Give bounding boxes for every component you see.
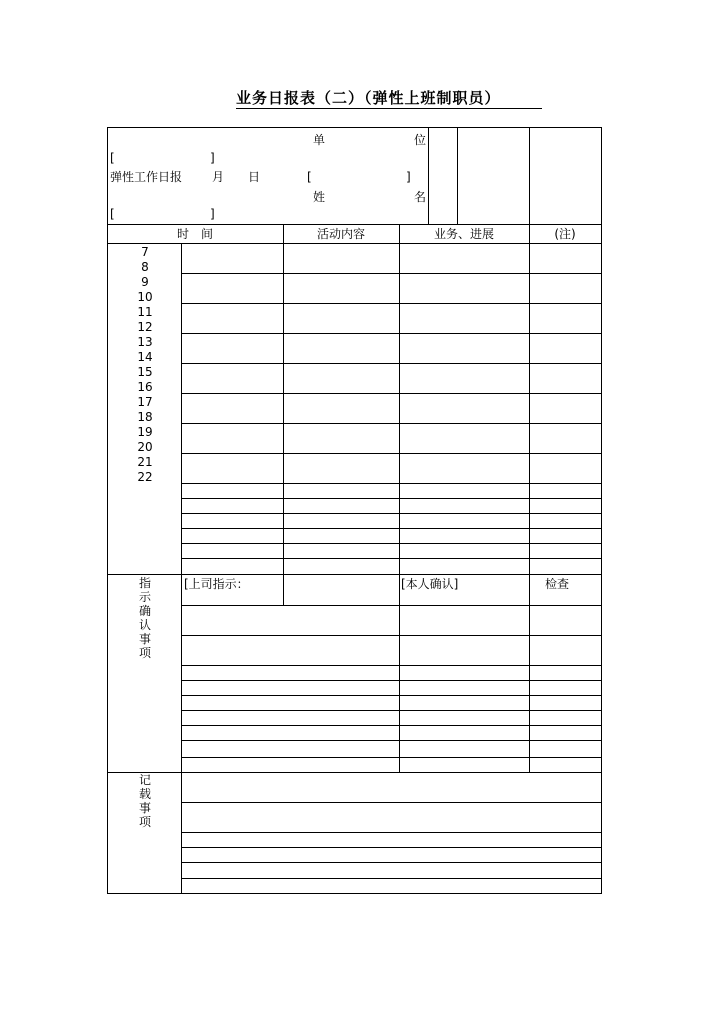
record-side-char: 事: [138, 801, 151, 815]
hour-label: 13: [137, 335, 153, 349]
record-row-line: [181, 832, 602, 833]
hour-label: 17: [137, 395, 153, 409]
time-row-line: [181, 528, 602, 529]
time-row-line: [181, 558, 602, 559]
instruction-side-label: [135, 576, 155, 660]
instruction-side-char: 事: [138, 632, 151, 646]
table-border-bottom: [107, 893, 602, 894]
time-row-line: [181, 303, 602, 304]
check-label: 检查: [545, 577, 570, 591]
record-side-char: 记: [138, 773, 151, 787]
hour-list: [130, 245, 160, 485]
instruction-side-char: 认: [138, 618, 151, 632]
time-row-line: [181, 393, 602, 394]
time-row-line: [181, 363, 602, 364]
record-row-line: [181, 847, 602, 848]
instruction-side-char: 指: [138, 576, 151, 590]
record-side-char: 项: [138, 815, 151, 829]
month-label: 月: [212, 170, 225, 184]
hour-label: 10: [137, 290, 153, 304]
column-header-activity: 活动内容: [316, 227, 365, 241]
hour-label: 15: [137, 365, 153, 379]
self-confirm-label: [本人确认]: [401, 577, 459, 591]
time-row-line: [181, 483, 602, 484]
unit-bracket-open: [: [110, 151, 115, 165]
instruction-row-line: [181, 680, 602, 681]
instruction-row-line: [181, 665, 602, 666]
record-row-line: [181, 802, 602, 803]
hour-label: 19: [137, 425, 153, 439]
unit-label-char1: 单: [313, 133, 326, 147]
date-bracket-close: ]: [406, 170, 411, 184]
hour-label: 18: [137, 410, 153, 424]
instruction-row-line: [181, 740, 602, 741]
column-header-business: 业务、进展: [433, 227, 494, 241]
name-bracket-close: ]: [210, 207, 215, 221]
time-row-line: [181, 498, 602, 499]
record-section-top: [107, 772, 602, 773]
header-divider-3: [529, 127, 530, 224]
name-bracket-open: [: [110, 207, 115, 221]
time-row-line: [181, 543, 602, 544]
label-column-divider: [181, 243, 182, 893]
hour-label: 12: [137, 320, 153, 334]
record-side-char: 载: [138, 787, 151, 801]
instruction-side-char: 示: [138, 590, 151, 604]
instruction-row-line: [181, 695, 602, 696]
hour-label: 7: [141, 245, 149, 259]
instruction-side-char: 项: [138, 646, 151, 660]
instruction-row-line: [181, 757, 602, 758]
unit-label-char2: 位: [414, 133, 427, 147]
time-row-line: [181, 273, 602, 274]
name-label-char2: 名: [414, 190, 427, 204]
column-header-top: [107, 224, 602, 225]
hour-label: 20: [137, 440, 153, 454]
instruction-side-char: 确: [138, 604, 151, 618]
instruction-row-line: [181, 725, 602, 726]
instruction-row-line: [181, 605, 602, 606]
record-row-line: [181, 862, 602, 863]
day-label: 日: [248, 170, 261, 184]
hour-label: 14: [137, 350, 153, 364]
time-row-line: [181, 423, 602, 424]
hour-label: 21: [137, 455, 153, 469]
date-bracket-open: [: [307, 170, 312, 184]
form-title: 业务日报表（二）（弹性上班制职员）: [236, 88, 542, 109]
instruction-row-line: [181, 710, 602, 711]
record-row-line: [181, 878, 602, 879]
time-row-line: [181, 453, 602, 454]
hour-label: 11: [137, 305, 153, 319]
hour-label: 22: [137, 470, 153, 484]
hour-label: 9: [141, 275, 149, 289]
instruction-row-line: [181, 635, 602, 636]
name-label-char1: 姓: [313, 190, 326, 204]
column-header-note: (注): [554, 227, 576, 241]
record-side-label: [135, 773, 155, 829]
header-divider-2: [457, 127, 458, 224]
time-row-line: [181, 513, 602, 514]
table-border-left: [107, 127, 108, 893]
report-label: 弹性工作日报: [110, 170, 183, 184]
hour-label: 16: [137, 380, 153, 394]
hour-label: 8: [141, 260, 149, 274]
column-header-time: 时 间: [176, 227, 213, 241]
unit-bracket-close: ]: [210, 151, 215, 165]
table-border-right: [601, 127, 602, 893]
table-border-top: [107, 127, 602, 128]
header-divider-1: [428, 127, 429, 224]
instruction-section-top: [107, 574, 602, 575]
time-row-line: [181, 333, 602, 334]
superior-instruction-label: [上司指示：: [184, 577, 249, 591]
activity-column-divider: [283, 224, 284, 606]
